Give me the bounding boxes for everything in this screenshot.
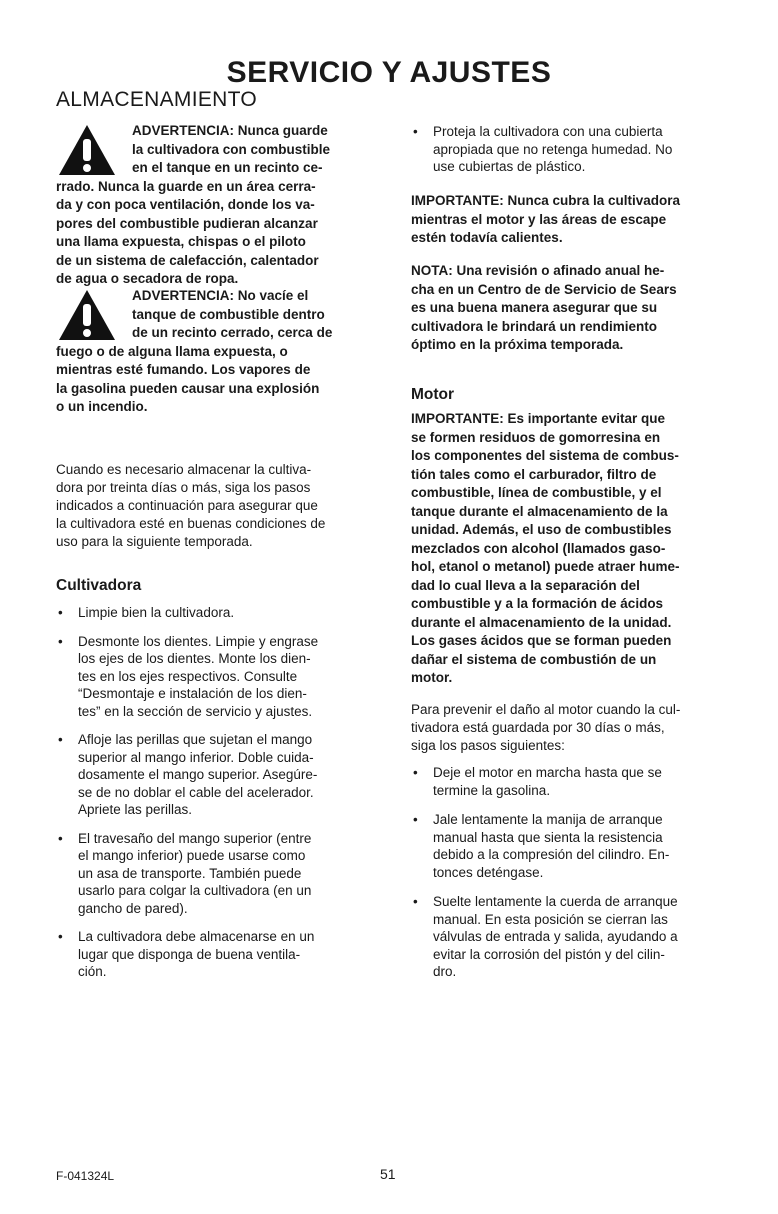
protect-bullet-list bbox=[411, 123, 741, 176]
list-item: • Proteja la cultivadora con una cubierta apropiada que no retenga humedad. No use cubiertas de plástico. bbox=[411, 123, 741, 176]
warning-block-1 bbox=[56, 122, 376, 289]
motor-bullet-list bbox=[411, 764, 741, 981]
list-item: • Suelte lentamente la cuerda de arranque manual. En esta posición se cierran las válvulas de entrada y salida, ayudando a evitar la corrosión del pistón y del cilin- dro. bbox=[411, 893, 741, 981]
cultivadora-bullet-list bbox=[56, 604, 376, 981]
list-item: • La cultivadora debe almacenarse en un lugar que disponga de buena ventila- ción. bbox=[56, 928, 376, 981]
importante-cover-note: IMPORTANTE: Nunca cubra la cultivadora mientras el motor y las áreas de escape estén todavía calientes. bbox=[411, 193, 681, 245]
list-item: • Afloje las perillas que sujetan el mango superior al mango inferior. Doble cuida- dosamente el mango superior. Asegúre- se de no doblar el cable del acelerador. Apriete las perillas. bbox=[56, 731, 376, 819]
page-number: 51 bbox=[380, 1166, 396, 1182]
list-item: • Deje el motor en marcha hasta que se termine la gasolina. bbox=[411, 764, 741, 799]
cultivadora-heading: Cultivadora bbox=[56, 577, 142, 594]
nota-annual-service: NOTA: Una revisión o afinado anual he- cha en un Centro de de Servicio de Sears es una buena manera asegurar que su cultivadora le brindará un rendimiento óptimo en la próxima temporada. bbox=[411, 263, 677, 352]
list-item: • Limpie bien la cultivadora. bbox=[56, 604, 376, 622]
warning-triangle-icon bbox=[58, 289, 116, 341]
warning-1-text: rrado. Nunca la guarde en un área cerra- da y con poca ventilación, donde los va- pores del combustible pudieran alcanzar una llama expuesta, chispas o el piloto de un sistema de calefacción, calentador de agua o secadora de ropa. bbox=[56, 178, 319, 286]
motor-importante-note: IMPORTANTE: Es importante evitar que se formen residuos de gomorresina en los componentes del sistema de combus- tión tales como el carburador, filtro de combustible, línea de combustible, y el tanque durante el almacenamiento de la unidad. Además, el uso de combustibles mezclados con alcohol (llamados gaso- hol, etanol o metanol) puede atraer hume- dad lo cual lleva a la separación del combustible y a la formación de ácidos durante el almacenamiento de la unidad. Los gases ácidos que se forman pueden dañar el sistema de combustión de un motor. bbox=[411, 411, 680, 685]
list-item: • Desmonte los dientes. Limpie y engrase los ejes de los dientes. Monte los dien- tes en los ejes respectivos. Consulte “Desmontaje e instalación de los dien- tes” en la sección de servicio y ajustes. bbox=[56, 633, 376, 721]
warning-2-head: ADVERTENCIA: No vacíe el tanque de combustible dentro de un recinto cerrado, cerca de bbox=[132, 288, 333, 340]
warning-block-2 bbox=[56, 287, 376, 417]
page-title: SERVICIO Y AJUSTES bbox=[226, 56, 552, 89]
list-item: • El travesaño del mango superior (entre el mango inferior) puede usarse como un asa de transporte. También puede usarlo para colgar la cultivadora (en un gancho de pared). bbox=[56, 830, 376, 918]
motor-heading: Motor bbox=[411, 386, 455, 403]
warning-triangle-icon bbox=[58, 124, 116, 176]
storage-intro: Cuando es necesario almacenar la cultiva- dora por treinta días o más, siga los pasos indicados a continuación para asegurar que la cultivadora esté en buenas condiciones de uso para la siguiente temporada. bbox=[56, 462, 326, 549]
list-item: • Jale lentamente la manija de arranque manual hasta que sienta la resistencia debido a la compresión del cilindro. En- tonces deténgase. bbox=[411, 811, 741, 881]
motor-intro: Para prevenir el daño al motor cuando la cul- tivadora está guardada por 30 días o más, siga los pasos siguientes: bbox=[411, 702, 681, 753]
document-code: F-041324L bbox=[56, 1169, 115, 1183]
warning-1-head: ADVERTENCIA: Nunca guarde la cultivadora con combustible en el tanque en un recinto ce- bbox=[132, 123, 331, 175]
section-title: ALMACENAMIENTO bbox=[56, 88, 258, 111]
warning-2-text: fuego o de alguna llama expuesta, o mientras esté fumando. Los vapores de la gasolina pueden causar una explosión o un incendio. bbox=[56, 343, 320, 414]
